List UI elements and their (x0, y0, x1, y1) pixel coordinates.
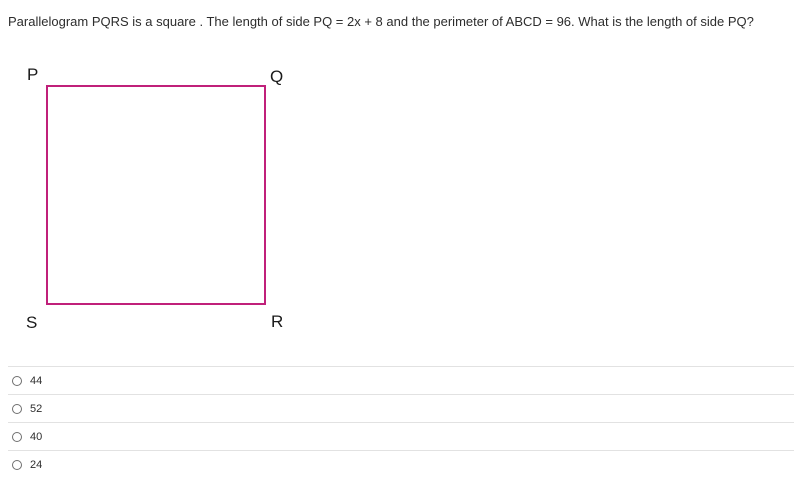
answer-option[interactable] (8, 366, 794, 394)
vertex-label-p: P (27, 65, 39, 84)
answer-option[interactable] (8, 450, 794, 478)
question-text: Parallelogram PQRS is a square . The length of side PQ = 2x + 8 and the perimeter of ABCD = 96. What is the length of side PQ? (8, 14, 754, 29)
answer-option-label: 40 (30, 430, 43, 443)
answer-option-label: 44 (30, 374, 43, 387)
vertex-label-r: R (271, 312, 284, 331)
answer-option[interactable] (8, 394, 794, 422)
radio-button-icon[interactable] (12, 376, 22, 386)
radio-button-icon[interactable] (12, 404, 22, 414)
radio-button-icon[interactable] (12, 460, 22, 470)
vertex-label-s: S (26, 313, 38, 332)
answer-options (8, 366, 794, 478)
answer-option-label: 24 (30, 458, 43, 471)
answer-option-label: 52 (30, 402, 43, 415)
answer-option[interactable] (8, 422, 794, 450)
radio-button-icon[interactable] (12, 432, 22, 442)
vertex-label-q: Q (270, 67, 284, 86)
square-shape (46, 85, 266, 305)
